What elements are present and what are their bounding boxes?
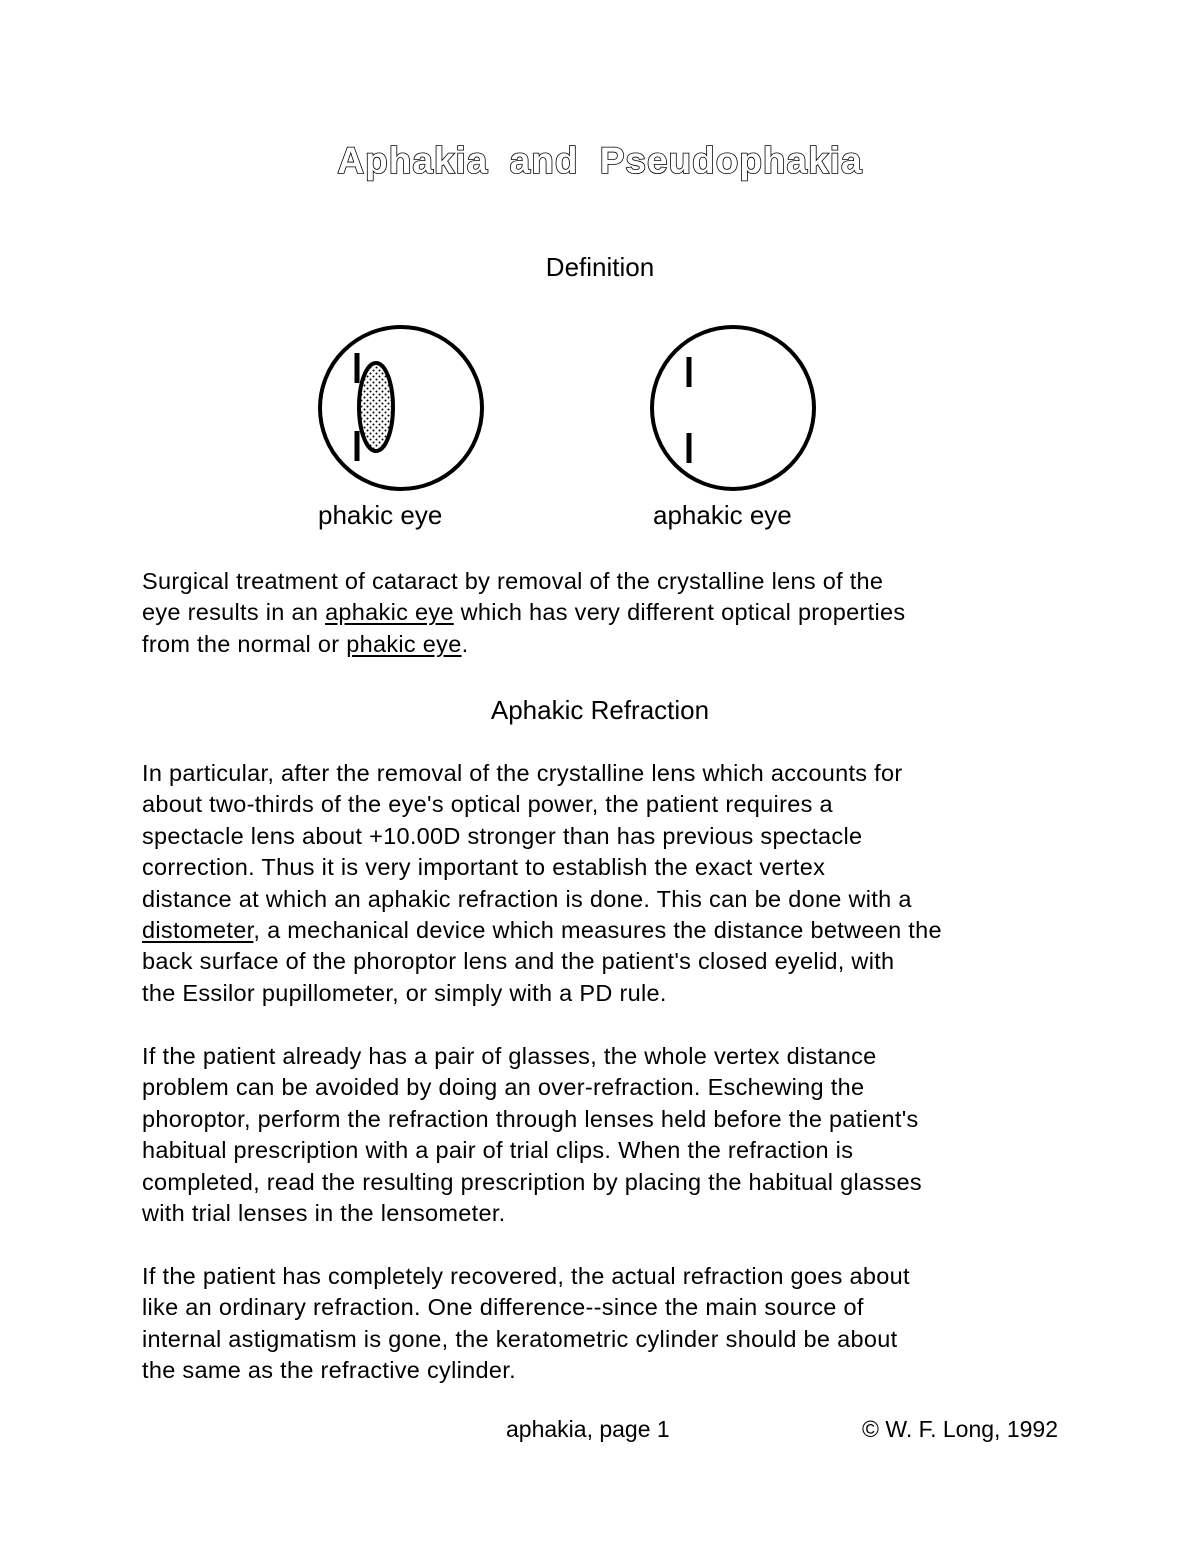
aphakic-refraction-heading: Aphakic Refraction [490,695,710,725]
page-title: Aphakia and Pseudophakia [337,140,863,181]
intro-paragraph: Surgical treatment of cataract by removal of the crystalline lens of the eye results in an aphakic eye which has very different optical properties from the normal or phakic eye. [142,568,906,657]
paragraph-vertex-distance: In particular, after the removal of the crystalline lens which accounts for about two-thirds of the eye's optical power, the patient requires a spectacle lens about +10.00D stronger than has previous spectacle correction. Thus it is very important to establish the exact vertex distance at which an aphakic refraction is done. This can be done with a distometer, a mechanical device which measures the distance between the back surface of the phoroptor lens and the patient's closed eyelid, with the Essilor pupillometer, or simply with a PD rule. [142,760,942,1006]
page-number: aphakia, page 1 [506,1416,670,1442]
definition-heading: Definition [545,252,655,282]
copyright: © W. F. Long, 1992 [862,1416,1058,1442]
paragraph-over-refraction: If the patient already has a pair of glasses, the whole vertex distance problem can be avoided by doing an over-refraction. Eschewing the phoroptor, perform the refraction through lenses held before the patient's habitual prescription with a pair of trial clips. When the refraction is completed, read the resulting prescription by placing the habitual glasses with trial lenses in the lensometer. [142,1043,922,1227]
phakic-eye-caption: phakic eye [318,500,443,530]
distometer-term: distometer [142,917,254,944]
phakic-eye-icon [320,327,482,489]
aphakic-eye-caption: aphakic eye [653,500,792,530]
aphakic-eye-icon [652,327,814,489]
phakic-eye-term: phakic eye [346,630,462,657]
paragraph-recovered: If the patient has completely recovered, the actual refraction goes about like an ordinary refraction. One difference--since the main source of internal astigmatism is gone, the keratometric cylinder should be about the same as the refractive cylinder. [142,1263,910,1384]
aphakic-eye-term: aphakic eye [325,599,454,626]
